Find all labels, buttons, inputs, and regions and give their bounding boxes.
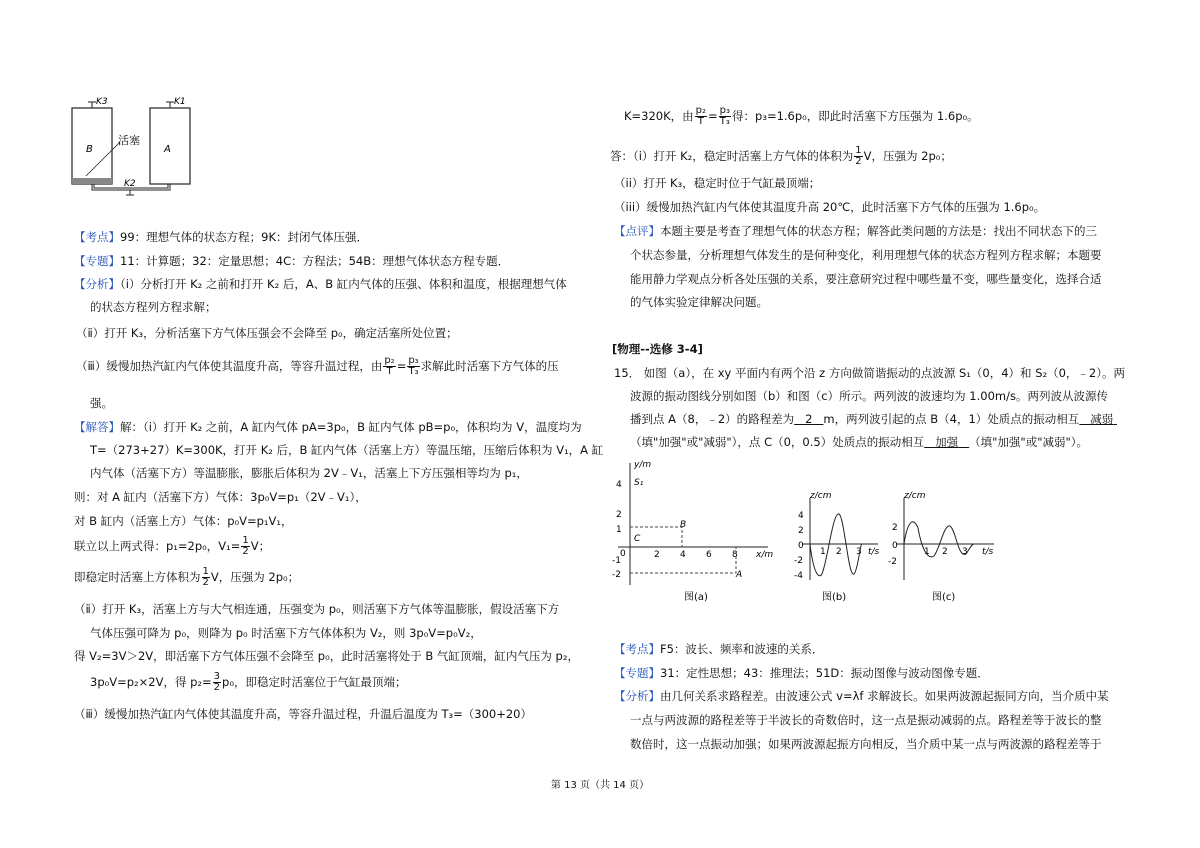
fraction-p2-t: $\frac{\text{p₂}}{T}$: [384, 355, 395, 377]
q15-line-2: 波源的振动图线分别如图（b）和图（c）所示。两列波的波速均为 1.00m/s。两列波从波源传: [630, 389, 1108, 403]
graph-c: [882, 488, 997, 606]
svg-text:2: 2: [654, 550, 660, 560]
q15-line-1: 15． 如图（a），在 xy 平面内有两个沿 z 方向做简谐振动的点波源 S₁（0，4）和 S₂（0，﹣2）。两: [614, 366, 1125, 380]
jieda-line-12: （ⅲ）缓慢加热汽缸内气体使其温度升高，等容升温过程，升温后温度为 T₃=（300+20）: [74, 707, 532, 721]
svg-text:3: 3: [856, 547, 862, 557]
jieda-line-1: 【解答】解：（i）打开 K₂ 之前，A 缸内气体 pA=3p₀，B 缸内气体 pB=p₀，体积均为 V，温度均为: [74, 420, 582, 434]
fraction-p2-t-r: $\frac{\text{p₂}}{T}$: [695, 105, 707, 127]
graph-a: [608, 455, 783, 605]
svg-text:y/m: y/m: [634, 460, 652, 470]
svg-text:A: A: [736, 570, 743, 580]
svg-text:-2: -2: [794, 556, 803, 566]
answer-blank-1: 2: [805, 412, 813, 426]
q15-line-4: （填"加强"或"减弱"），点 C（0，0.5）处质点的振动相互 加强 （填"加强"或"减弱"）。: [630, 435, 1089, 449]
answer-blank-2: 减弱: [1090, 412, 1114, 426]
svg-text:图(b): 图(b): [822, 592, 847, 603]
svg-text:z/cm: z/cm: [810, 491, 832, 501]
fenxi-line-r3: 数倍时，这一点振动加强；如果两波源起振方向相反，当介质中某一点与两波源的路程差等于: [630, 737, 1102, 751]
svg-text:3: 3: [962, 547, 968, 557]
svg-text:t/s: t/s: [982, 547, 994, 557]
answer-blank-3: 加强: [935, 435, 959, 449]
svg-text:2: 2: [798, 526, 804, 536]
graph-b: [782, 488, 882, 606]
svg-text:1: 1: [924, 547, 930, 557]
label-k3: K3: [96, 97, 108, 107]
jieda-line-9: 气体压强可降为 p₀，则降为 p₀ 时活塞下方气体体积为 V₂，则 3p₀V=p₀V₂，: [90, 626, 482, 640]
svg-text:-1: -1: [612, 556, 621, 566]
answer-line-3: （iii）缓慢加热汽缸内气体使其温度升高 20℃，此时活塞下方气体的压强为 1.6p₀。: [614, 200, 1046, 214]
svg-text:0: 0: [620, 549, 626, 559]
svg-text:-4: -4: [794, 571, 803, 581]
kaodian-line-r: 【考点】F5：波长、频率和波速的关系．: [614, 642, 824, 656]
fenxi-tag: 【分析】: [74, 277, 120, 291]
dianping-line-1: 【点评】本题主要是考查了理想气体的状态方程；解答此类问题的方法是：找出不同状态下的三: [614, 224, 1097, 238]
dianping-line-2: 个状态参量，分析理想气体发生的是何种变化，利用理想气体的状态方程列方程求解；本题要: [630, 248, 1102, 262]
dianping-tag: 【点评】: [614, 224, 660, 238]
label-b: B: [86, 144, 93, 155]
page-footer: 第 13 页（共 14 页）: [550, 780, 650, 791]
kaodian-tag: 【考点】: [74, 230, 120, 244]
fraction-three-half: $\frac{3}{2}$: [213, 671, 221, 693]
svg-text:-2: -2: [888, 557, 897, 567]
fenxi-line-1: 【分析】（i）分析打开 K₂ 之前和打开 K₂ 后，A、B 缸内气体的压强、体积和温度，根据理想气体: [74, 277, 567, 291]
svg-text:1: 1: [616, 525, 622, 535]
svg-text:t/s: t/s: [868, 547, 880, 557]
label-a: A: [164, 144, 171, 155]
jieda-line-8: （ⅱ）打开 K₃，活塞上方与大气相连通，压强变为 p₀，则活塞下方气体等温膨胀，假设活塞下方: [74, 602, 560, 616]
zhuanti-tag: 【专题】: [74, 254, 120, 268]
fraction-answer-half: $\frac{1}{2}$: [855, 145, 862, 167]
right-column: [600, 0, 1200, 776]
svg-text:B: B: [680, 520, 687, 530]
fraction-one-half: $\frac{1}{2}$: [242, 535, 249, 557]
answer-line-2: （ii）打开 K₃，稳定时位于气缸最顶端；: [614, 176, 821, 190]
svg-text:4: 4: [680, 550, 686, 560]
svg-text:1: 1: [820, 547, 826, 557]
fenxi-line-r1: 【分析】由几何关系求路程差。由波速公式 v=λf 求解波长。如果两波源起振同方向，当介质中某: [614, 689, 1109, 703]
zhuanti-line: [74, 252, 509, 270]
fraction-p3-t3: $\frac{\text{p₃}}{\text{T₃}}$: [408, 355, 419, 377]
svg-text:图(c): 图(c): [932, 592, 956, 603]
label-k1: K1: [174, 97, 186, 107]
svg-text:x/m: x/m: [756, 550, 774, 560]
piston: [72, 178, 112, 184]
svg-text:2: 2: [836, 547, 842, 557]
svg-text:图(a): 图(a): [684, 592, 708, 603]
label-piston: 活塞: [118, 134, 140, 147]
jieda-line-4: 则：对 A 缸内（活塞下方）气体：3p₀V=p₁（2V﹣V₁），: [74, 490, 367, 504]
svg-text:S₁: S₁: [634, 478, 644, 488]
svg-text:2: 2: [616, 510, 622, 520]
left-column: [0, 0, 604, 776]
cont-line-1: K=320K，由 $\frac{\text{p₂}}{T}$ = $\frac{\text{p₃}}{\text{T₃}}$ 得：p₃=1.6p₀，即此时活塞下方压强为 1.6p₀。: [624, 105, 979, 127]
dianping-line-3: 能用静力学观点分析各处压强的关系，要注意研究过程中哪些量不变，哪些量变化，选择合适: [630, 272, 1102, 286]
section-heading: [物理--选修 3-4]: [612, 342, 703, 356]
fenxi-line-r2: 一点与两波源的路程差等于半波长的奇数倍时，这一点是振动减弱的点。路程差等于波长的整: [630, 713, 1102, 727]
kaodian-line: [74, 228, 368, 246]
fenxi-line-3: （ⅱ）打开 K₃，分析活塞下方气体压强会不会降至 p₀，确定活塞所处位置；: [76, 326, 458, 340]
jieda-line-3: 内气体（活塞下方）等温膨胀，膨胀后体积为 2V﹣V₁，活塞上下方压强相等均为 p₁，: [90, 466, 528, 480]
svg-text:2: 2: [892, 523, 898, 533]
jieda-line-10: 得 V₂=3V＞2V，即活塞下方气体压强不会降至 p₀，此时活塞将处于 B 气缸顶端，缸内气压为 p₂，: [74, 649, 579, 663]
fenxi-line-4: （ⅲ）缓慢加热汽缸内气体使其温度升高，等容升温过程，由 $\frac{\text{p₂}}{T}$ = $\frac{\text{p₃}}{\text{T₃}}$ 求解此时活塞下方气体的压: [76, 355, 559, 377]
svg-text:4: 4: [798, 511, 804, 521]
jieda-tag: 【解答】: [74, 420, 120, 434]
jieda-line-2: T=（273+27）K=300K，打开 K₂ 后，B 缸内气体（活塞上方）等温压缩，压缩后体积为 V₁，A 缸: [90, 443, 604, 457]
svg-text:0: 0: [892, 541, 898, 551]
zhuanti-text: 11：计算题；32：定量思想；4C：方程法；54B：理想气体状态方程专题．: [120, 254, 510, 268]
label-k2: K2: [124, 179, 136, 189]
jieda-line-5: 对 B 缸内（活塞上方）气体：p₀V=p₁V₁，: [74, 514, 293, 528]
cylinder-figure: [66, 94, 196, 204]
svg-text:6: 6: [706, 550, 712, 560]
jieda-line-11: 3p₀V=p₂×2V，得 p₂= $\frac{3}{2}$ p₀，即稳定时活塞位于气缸最顶端；: [90, 671, 407, 693]
svg-text:-2: -2: [612, 570, 621, 580]
svg-text:0: 0: [798, 541, 804, 551]
dianping-line-4: 的气体实验定律解决问题。: [630, 295, 768, 309]
svg-text:z/cm: z/cm: [904, 491, 926, 501]
zhuanti-line-r: 【专题】31：定性思想；43：推理法；51D：振动图像与波动图像专题．: [614, 666, 989, 680]
jieda-line-6: 联立以上两式得：p₁=2p₀，V₁= $\frac{1}{2}$ V；: [74, 535, 271, 557]
fraction-p3-t3-r: $\frac{\text{p₃}}{\text{T₃}}$: [719, 105, 731, 127]
q15-line-3: 播到点 A（8，﹣2）的路程差为 2 m，两列波引起的点 B（4，1）处质点的振动相互 减弱: [630, 410, 1117, 428]
kaodian-text: 99：理想气体的状态方程；9K：封闭气体压强．: [120, 230, 368, 244]
svg-text:8: 8: [732, 550, 738, 560]
answer-line-1: 答：（i）打开 K₂，稳定时活塞上方气体的体积为 $\frac{1}{2}$ V，压强为 2p₀；: [610, 145, 952, 167]
fenxi-line-5: 强。: [90, 396, 113, 410]
fraction-one-half-2: $\frac{1}{2}$: [202, 566, 209, 588]
svg-text:C: C: [634, 534, 641, 544]
svg-text:2: 2: [942, 547, 948, 557]
svg-text:4: 4: [616, 480, 622, 490]
fenxi-line-2: 的状态方程列方程求解；: [90, 300, 217, 314]
jieda-line-7: 即稳定时活塞上方体积为 $\frac{1}{2}$ V，压强为 2p₀；: [74, 566, 300, 588]
